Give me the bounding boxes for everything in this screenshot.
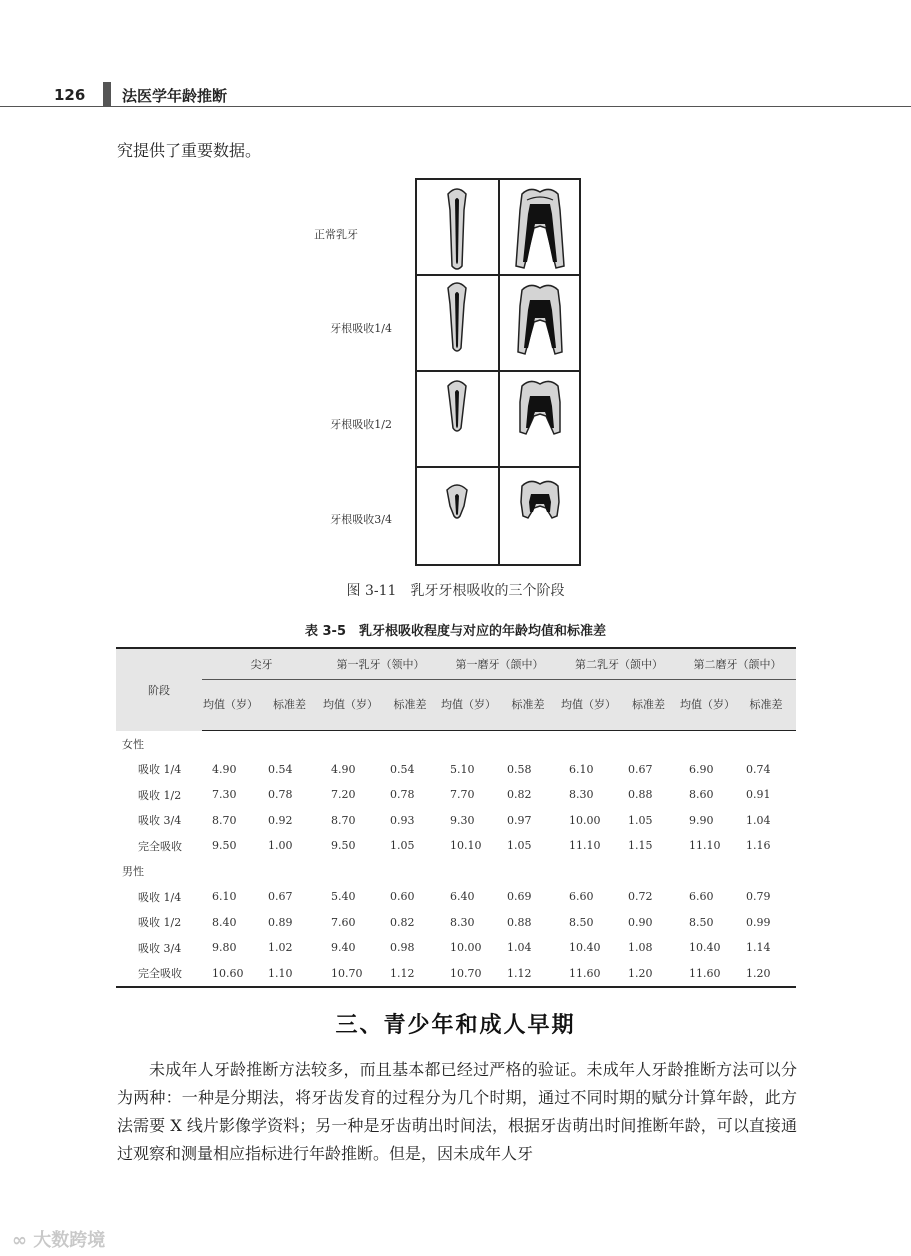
molar-half-drawing xyxy=(500,372,580,466)
mean-cell: 10.70 xyxy=(440,961,497,988)
mean-cell: 6.60 xyxy=(569,890,594,904)
mean-cell: 4.90 xyxy=(331,762,356,776)
sd-cell: 1.12 xyxy=(497,961,559,988)
mean-cell: 7.60 xyxy=(331,915,356,929)
sd-cell: 1.05 xyxy=(390,839,415,853)
figure-caption: 图 3-11 乳牙牙根吸收的三个阶段 xyxy=(346,583,565,599)
sd-cell: 1.04 xyxy=(746,813,771,827)
mean-cell: 9.80 xyxy=(212,941,237,955)
table-row xyxy=(116,910,796,936)
sd-cell: 1.04 xyxy=(507,941,532,955)
mean-header: 均值（岁） xyxy=(559,680,618,731)
mean-cell: 11.60 xyxy=(679,961,736,988)
mean-cell: 6.90 xyxy=(689,762,714,776)
mean-cell: 10.40 xyxy=(569,941,601,955)
incisor-three-quarter-drawing xyxy=(417,468,497,562)
mean-cell: 8.30 xyxy=(569,788,594,802)
mean-header: 均值（岁） xyxy=(440,680,497,731)
section-label: 女性 xyxy=(122,737,144,751)
sd-cell: 0.91 xyxy=(746,788,771,802)
mean-cell: 6.60 xyxy=(689,890,714,904)
section-label: 男性 xyxy=(122,865,144,879)
stage-label-three-quarter: 牙根吸收3/4 xyxy=(330,513,392,526)
mean-header: 均值（岁） xyxy=(321,680,380,731)
table-row xyxy=(116,961,796,988)
sd-cell: 1.05 xyxy=(628,813,653,827)
sd-header: 标准差 xyxy=(258,680,321,731)
sd-cell: 0.54 xyxy=(268,762,293,776)
molar-normal-drawing xyxy=(500,180,580,274)
page-number: 126 xyxy=(54,86,86,104)
mean-cell: 10.10 xyxy=(450,839,482,853)
sd-cell: 0.74 xyxy=(746,762,771,776)
watermark-text: 大数跨境 xyxy=(33,1230,106,1251)
stage-cell: 吸收 1/4 xyxy=(138,763,182,777)
sd-cell: 1.10 xyxy=(258,961,321,988)
mean-cell: 6.10 xyxy=(569,762,594,776)
stage-label-normal: 正常乳牙 xyxy=(314,228,358,241)
stage-label-quarter: 牙根吸收1/4 xyxy=(330,322,392,335)
stage-cell: 吸收 3/4 xyxy=(138,814,182,828)
sd-cell: 0.98 xyxy=(390,941,415,955)
section-row xyxy=(116,731,796,757)
sd-cell: 0.99 xyxy=(746,915,771,929)
section-row xyxy=(116,859,796,885)
stage-cell: 吸收 1/4 xyxy=(138,890,182,904)
stage-cell: 吸收 1/2 xyxy=(138,916,182,930)
mean-cell: 9.30 xyxy=(450,813,475,827)
table-body xyxy=(116,731,796,988)
sd-cell: 0.82 xyxy=(390,915,415,929)
mean-cell: 7.20 xyxy=(331,788,356,802)
group-header: 第二乳牙（颌中） xyxy=(559,648,679,680)
mean-cell: 7.30 xyxy=(212,788,237,802)
mean-cell: 5.40 xyxy=(331,890,356,904)
sd-cell: 0.78 xyxy=(268,788,293,802)
tooth-resorption-figure xyxy=(415,178,581,566)
age-data-table xyxy=(116,647,796,988)
table-row xyxy=(116,782,796,808)
mean-cell: 11.10 xyxy=(689,839,721,853)
stage-cell: 吸收 3/4 xyxy=(138,941,182,955)
header-divider-bar xyxy=(103,82,111,106)
mean-cell: 10.40 xyxy=(689,941,721,955)
sd-cell: 0.54 xyxy=(390,762,415,776)
sd-header: 标准差 xyxy=(380,680,440,731)
sd-cell: 0.79 xyxy=(746,890,771,904)
sd-cell: 0.60 xyxy=(390,890,415,904)
sd-cell: 1.00 xyxy=(268,839,293,853)
sd-cell: 1.05 xyxy=(507,839,532,853)
mean-cell: 9.90 xyxy=(689,813,714,827)
mean-cell: 8.60 xyxy=(689,788,714,802)
sd-cell: 0.82 xyxy=(507,788,532,802)
group-header: 尖牙 xyxy=(202,648,321,680)
table-row xyxy=(116,757,796,783)
sd-cell: 1.14 xyxy=(746,941,771,955)
sd-cell: 0.90 xyxy=(628,915,653,929)
mean-cell: 6.40 xyxy=(450,890,475,904)
section-heading: 三、青少年和成人早期 xyxy=(335,1012,576,1038)
mean-cell: 11.60 xyxy=(559,961,618,988)
sd-cell: 1.20 xyxy=(618,961,679,988)
incisor-quarter-drawing xyxy=(417,276,497,370)
mean-cell: 10.60 xyxy=(202,961,258,988)
table-row xyxy=(116,935,796,961)
sd-cell: 0.89 xyxy=(268,915,293,929)
molar-quarter-drawing xyxy=(500,276,580,370)
mean-cell: 8.70 xyxy=(212,813,237,827)
mean-cell: 8.30 xyxy=(450,915,475,929)
page-header xyxy=(0,78,911,110)
stage-label-half: 牙根吸收1/2 xyxy=(330,418,392,431)
intro-text: 究提供了重要数据。 xyxy=(117,141,262,160)
mean-cell: 9.50 xyxy=(331,839,356,853)
sd-header: 标准差 xyxy=(618,680,679,731)
table-row xyxy=(116,808,796,834)
sd-cell: 1.08 xyxy=(628,941,653,955)
mean-cell: 8.70 xyxy=(331,813,356,827)
mean-cell: 10.00 xyxy=(450,941,482,955)
mean-cell: 5.10 xyxy=(450,762,475,776)
mean-cell: 8.50 xyxy=(569,915,594,929)
table-row xyxy=(116,833,796,859)
stage-cell: 吸收 1/2 xyxy=(138,788,182,802)
sd-cell: 0.69 xyxy=(507,890,532,904)
sd-cell: 0.72 xyxy=(628,890,653,904)
table-title: 表 3-5 乳牙根吸收程度与对应的年龄均值和标准差 xyxy=(304,624,606,639)
incisor-normal-drawing xyxy=(417,180,497,274)
molar-three-quarter-drawing xyxy=(500,468,580,562)
watermark-logo: ∞ 大数跨境 xyxy=(12,1230,106,1251)
stage-column-header: 阶段 xyxy=(116,648,202,731)
stage-cell: 完全吸收 xyxy=(138,839,182,853)
header-rule xyxy=(0,106,911,107)
sd-cell: 0.67 xyxy=(268,890,293,904)
mean-cell: 4.90 xyxy=(212,762,237,776)
mean-cell: 10.00 xyxy=(569,813,601,827)
sd-cell: 1.16 xyxy=(746,839,771,853)
group-header: 第一磨牙（颌中） xyxy=(440,648,559,680)
sd-cell: 0.92 xyxy=(268,813,293,827)
group-header: 第一乳牙（领中） xyxy=(321,648,440,680)
sd-cell: 0.97 xyxy=(507,813,532,827)
sd-cell: 0.67 xyxy=(628,762,653,776)
mean-cell: 10.70 xyxy=(321,961,380,988)
body-paragraph: 未成年人牙龄推断方法较多，而且基本都已经过严格的验证。未成年人牙龄推断方法可以分为两种：一种是分期法，将牙齿发育的过程分为几个时期，通过不同时期的赋分计算年龄，此方法需要 X 线片影像学资料；另一种是牙齿萌出时间法，根据牙齿萌出时间推断年龄，可以直接通过观察和测量相应指标进行年龄推断。但是，因未成年人牙 xyxy=(117,1060,797,1163)
stage-cell: 完全吸收 xyxy=(116,961,202,988)
sd-cell: 0.58 xyxy=(507,762,532,776)
mean-cell: 7.70 xyxy=(450,788,475,802)
sd-cell: 0.88 xyxy=(507,915,532,929)
sd-cell: 1.20 xyxy=(736,961,796,988)
sd-cell: 0.93 xyxy=(390,813,415,827)
mean-cell: 9.50 xyxy=(212,839,237,853)
mean-header: 均值（岁） xyxy=(202,680,258,731)
sd-cell: 1.15 xyxy=(628,839,653,853)
table-row xyxy=(116,884,796,910)
mean-cell: 6.10 xyxy=(212,890,237,904)
sd-header: 标准差 xyxy=(497,680,559,731)
sd-cell: 0.78 xyxy=(390,788,415,802)
mean-header: 均值（岁） xyxy=(679,680,736,731)
group-header: 第二磨牙（颌中） xyxy=(679,648,796,680)
book-title: 法医学年龄推断 xyxy=(122,87,228,105)
mean-cell: 8.50 xyxy=(689,915,714,929)
mean-cell: 11.10 xyxy=(569,839,601,853)
incisor-half-drawing xyxy=(417,372,497,466)
sd-cell: 0.88 xyxy=(628,788,653,802)
sd-cell: 1.02 xyxy=(268,941,293,955)
sd-cell: 1.12 xyxy=(380,961,440,988)
sd-header: 标准差 xyxy=(736,680,796,731)
mean-cell: 8.40 xyxy=(212,915,237,929)
mean-cell: 9.40 xyxy=(331,941,356,955)
